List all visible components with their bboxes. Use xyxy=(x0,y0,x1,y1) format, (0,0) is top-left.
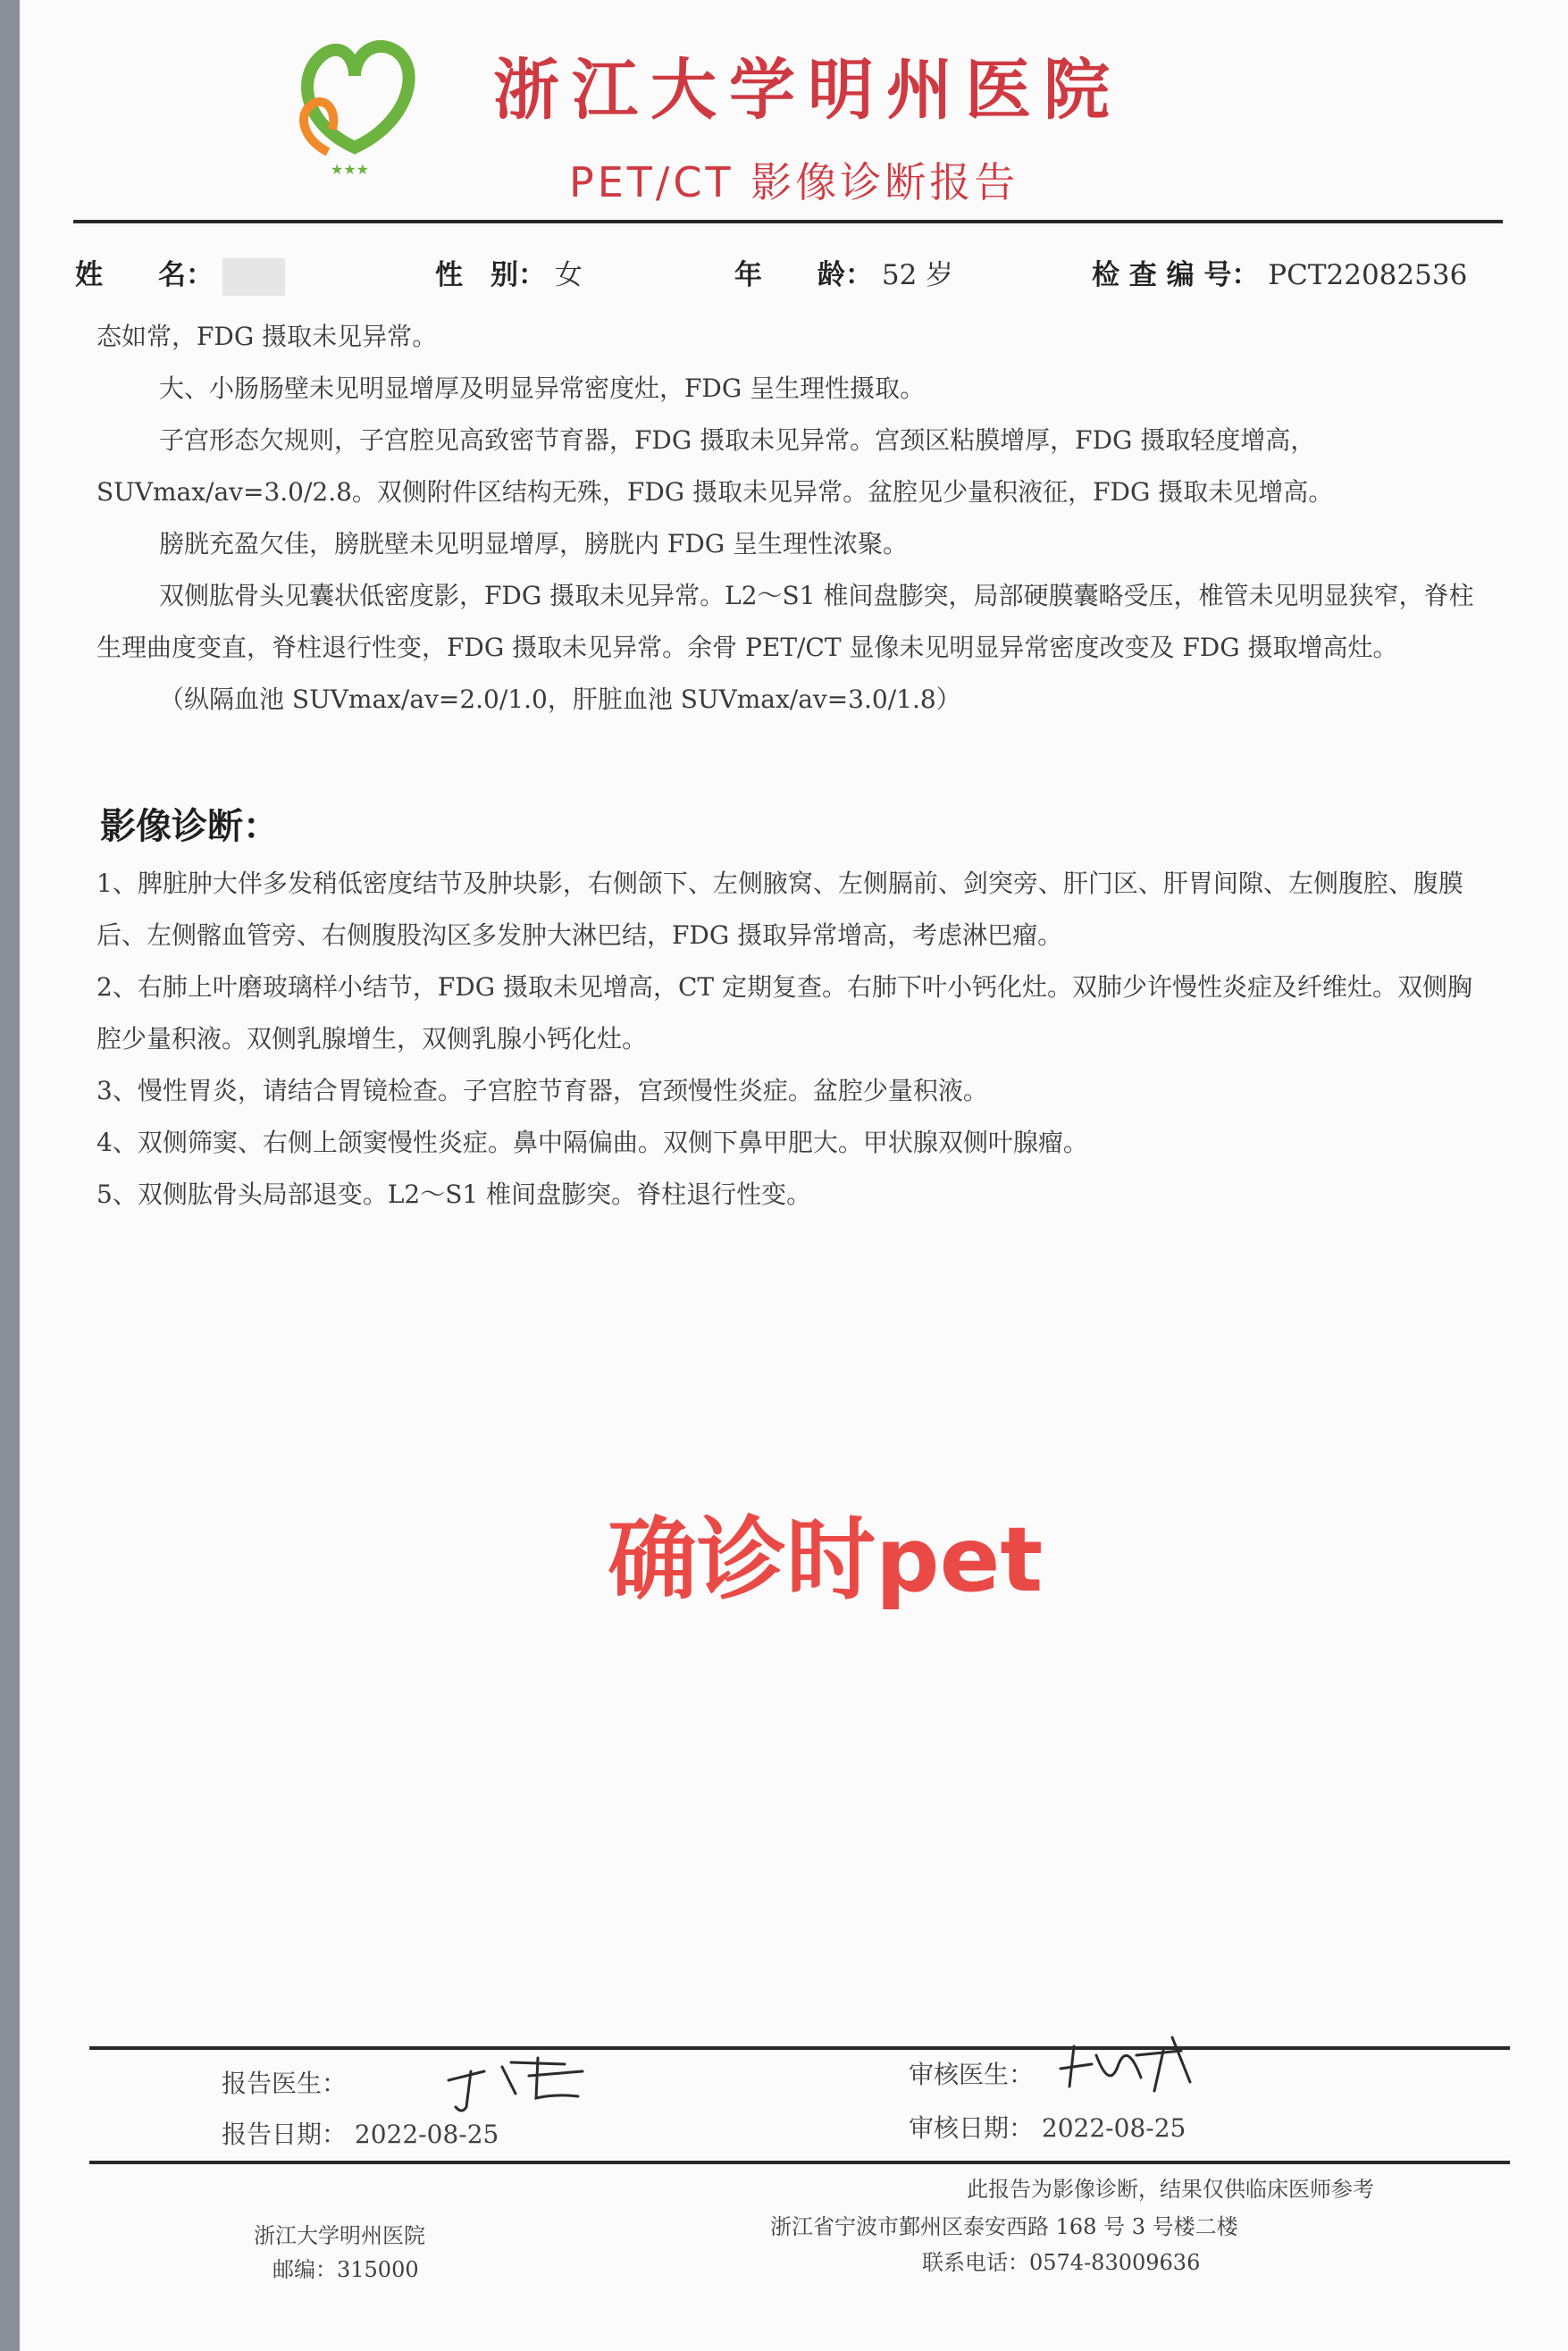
review-doctor-label: 审核医生： xyxy=(909,2060,1035,2089)
exam-number-label: 检 查 编 号： xyxy=(1092,259,1260,291)
report-title: PET/CT 影像诊断报告 xyxy=(569,158,1019,206)
diagnosis-section xyxy=(96,858,1490,1221)
disclaimer: 此报告为影像诊断，结果仅供临床医师参考 xyxy=(967,2177,1374,2202)
report-doctor-signature xyxy=(431,2045,600,2116)
svg-text:★★★: ★★★ xyxy=(331,161,370,178)
diagnosis-item: 2、右肺上叶磨玻璃样小结节，FDG 摄取未见增高，CT 定期复查。右肺下叶小钙化灶。双肺少许慢性炎症及纤维灶。双侧胸腔少量积液。双侧乳腺增生，双侧乳腺小钙化灶。 xyxy=(96,972,1472,1054)
patient-name-label: 姓 名： xyxy=(75,259,214,291)
diagnosis-item: 4、双侧筛窦、右侧上颌窦慢性炎症。鼻中隔偏曲。双侧下鼻甲肥大。甲状腺双侧叶腺瘤。 xyxy=(96,1128,1088,1157)
finding-paragraph: 膀胱充盈欠佳，膀胱壁未见明显增厚，膀胱内 FDG 呈生理性浓聚。 xyxy=(159,529,909,558)
report-date-value: 2022-08-25 xyxy=(354,2120,499,2149)
exam-number-field xyxy=(1092,252,1467,292)
age-label: 年 龄： xyxy=(734,259,873,291)
footer-divider-bottom xyxy=(89,2161,1510,2164)
diagnosis-item: 1、脾脏肿大伴多发稍低密度结节及肿块影，右侧颌下、左侧腋窝、左侧膈前、剑突旁、肝门区、肝胃间隙、左侧腹腔、腹膜后、左侧髂血管旁、右侧腹股沟区多发肿大淋巴结，FDG 摄取异常增高，考虑淋巴瘤。 xyxy=(96,869,1463,950)
diagnosis-item: 5、双侧肱骨头局部退变。L2～S1 椎间盘膨突。脊柱退行性变。 xyxy=(96,1180,812,1209)
header-divider xyxy=(73,220,1503,223)
hospital-logo xyxy=(279,27,431,179)
finding-paragraph: 大、小肠肠壁未见明显增厚及明显异常密度灶，FDG 呈生理性摄取。 xyxy=(159,374,926,403)
footer-hospital-name: 浙江大学明州医院 xyxy=(254,2223,425,2248)
finding-paragraph: 态如常，FDG 摄取未见异常。 xyxy=(96,322,438,351)
finding-paragraph: 双侧肱骨头见囊状低密度影，FDG 摄取未见异常。L2～S1 椎间盘膨突，局部硬膜囊略受压，椎管未见明显狭窄，脊柱生理曲度变直，脊柱退行性变，FDG 摄取未见异常。余骨 PET/CT 显像未见明显异常密度改变及 FDG 摄取增高灶。 xyxy=(96,581,1474,662)
footer-phone: 联系电话：0574-83009636 xyxy=(922,2250,1201,2275)
gender-label: 性 别： xyxy=(435,259,546,291)
footer-address: 浙江省宁波市鄞州区泰安西路 168 号 3 号楼二楼 xyxy=(770,2214,1238,2239)
review-doctor-field xyxy=(909,2055,1034,2091)
review-date-value: 2022-08-25 xyxy=(1041,2113,1186,2143)
findings-section xyxy=(96,311,1490,726)
finding-paragraph: （纵隔血池 SUVmax/av=2.0/1.0，肝脏血池 SUVmax/av=3.0/1.8） xyxy=(159,684,961,714)
footer-postcode: 邮编：315000 xyxy=(273,2257,419,2282)
review-date-field xyxy=(909,2109,1186,2145)
report-doctor-field xyxy=(222,2064,347,2100)
review-doctor-signature xyxy=(1047,2028,1208,2100)
review-date-label: 审核日期： xyxy=(909,2113,1035,2143)
hospital-name: 浙江大学明州医院 xyxy=(493,52,1122,129)
redacted-name xyxy=(222,258,285,296)
footer-divider-top xyxy=(89,2046,1510,2050)
report-date-field xyxy=(222,2115,499,2151)
report-doctor-label: 报告医生： xyxy=(222,2069,348,2098)
age-value: 52 岁 xyxy=(881,259,954,291)
patient-gender-field xyxy=(435,252,583,292)
report-date-label: 报告日期： xyxy=(222,2120,348,2149)
finding-paragraph: 子宫形态欠规则，子宫腔见高致密节育器，FDG 摄取未见异常。宫颈区粘膜增厚，FDG 摄取轻度增高，SUVmax/av=3.0/2.8。双侧附件区结构无殊，FDG 摄取未见异常。盆腔见少量积液征，FDG 摄取未见增高。 xyxy=(96,425,1334,507)
gender-value: 女 xyxy=(554,259,583,291)
report-page xyxy=(20,0,1568,2351)
overlay-caption: 确诊时pet xyxy=(608,1507,1044,1612)
diagnosis-item: 3、慢性胃炎，请结合胃镜检查。子宫腔节育器，宫颈慢性炎症。盆腔少量积液。 xyxy=(96,1076,988,1105)
diagnosis-heading: 影像诊断： xyxy=(100,806,279,847)
patient-name-field xyxy=(75,252,285,296)
patient-age-field xyxy=(734,252,953,292)
exam-number-value: PCT22082536 xyxy=(1268,259,1468,291)
